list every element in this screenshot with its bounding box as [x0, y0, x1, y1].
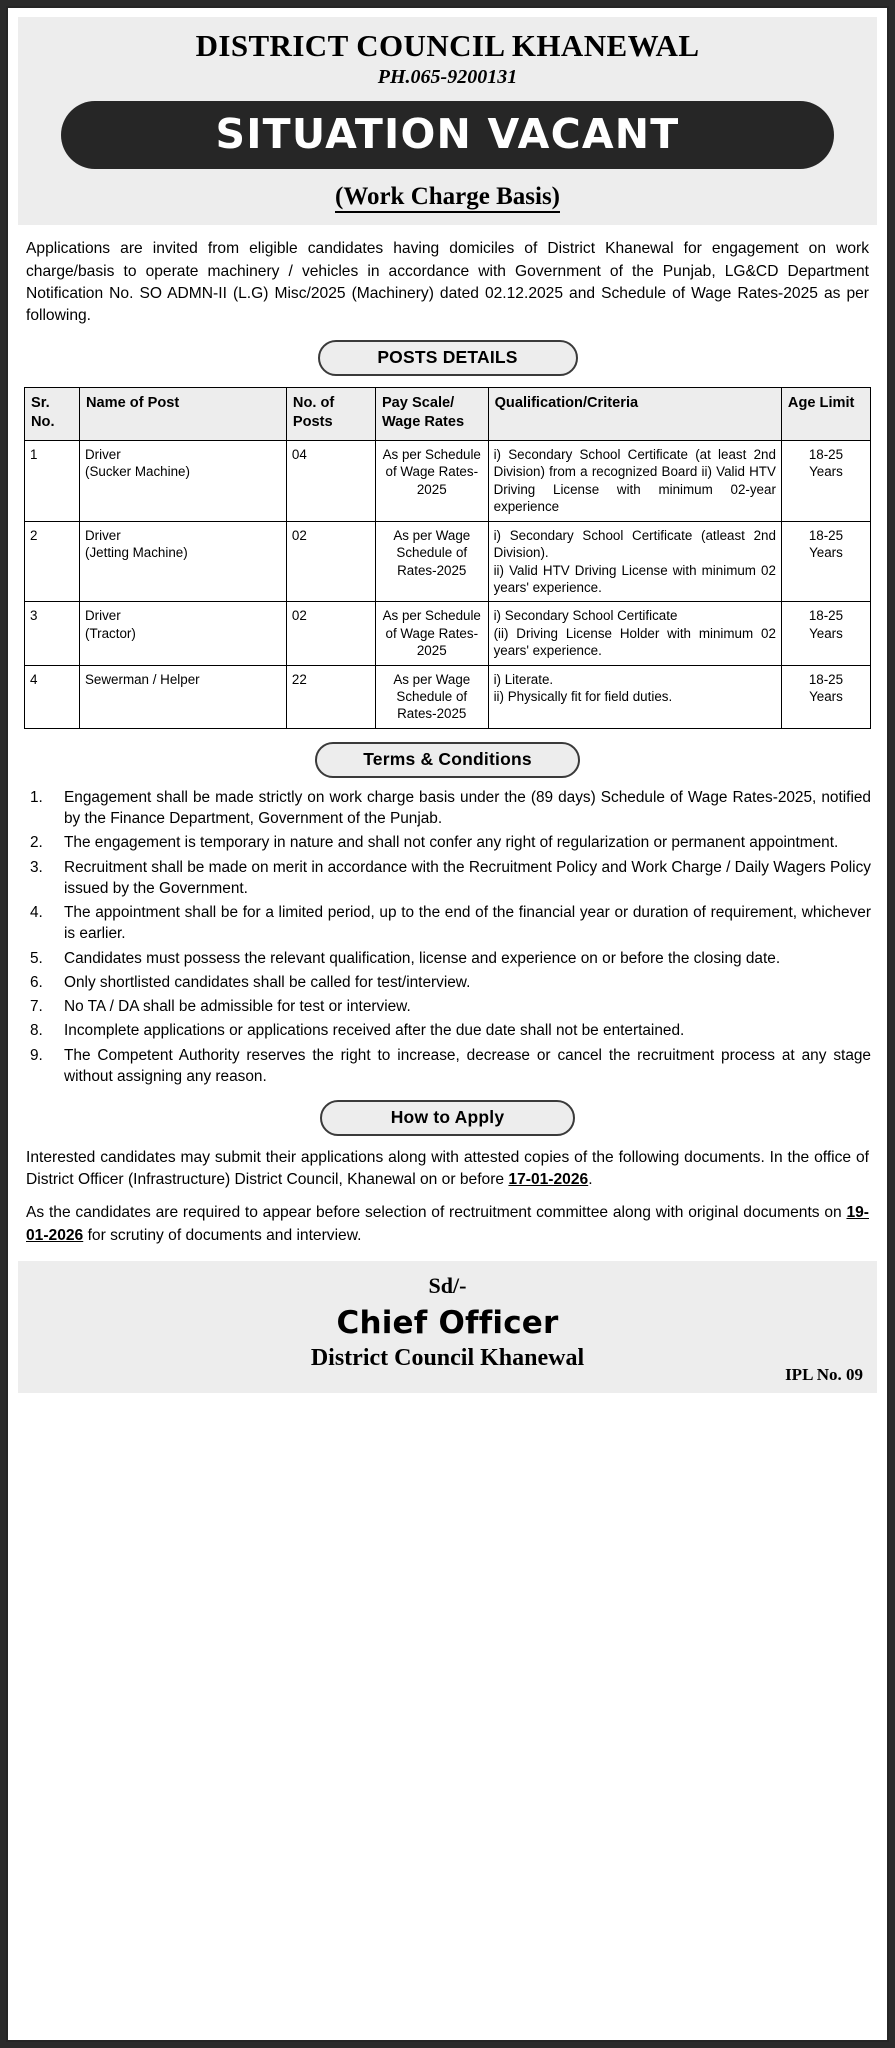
- term-text: The engagement is temporary in nature and shall not confer any right of regularization or permanent appointment.: [64, 834, 839, 852]
- term-number: 2.: [30, 834, 43, 852]
- cell-sr-no: 1: [25, 440, 80, 521]
- column-header-pay: Pay Scale/ Wage Rates: [375, 388, 488, 441]
- cell-qualification: i) Literate. ii) Physically fit for field duties.: [488, 665, 781, 728]
- cell-pay-scale: As per Schedule of Wage Rates-2025: [375, 440, 488, 521]
- interview-text-before-date: As the candidates are required to appear before selection of rectruitment committee along with original documents on: [26, 1204, 847, 1222]
- term-item: [24, 972, 871, 993]
- organization-title: DISTRICT COUNCIL KHANEWAL: [195, 28, 700, 63]
- term-number: 3.: [30, 858, 43, 876]
- cell-pay-scale: As per Schedule of Wage Rates-2025: [375, 602, 488, 665]
- organization-phone: PH.065-9200131: [377, 66, 518, 89]
- column-header-posts: No. of Posts: [286, 388, 375, 441]
- cell-pay-scale: As per Wage Schedule of Rates-2025: [375, 521, 488, 602]
- cell-post-name: Driver (Tractor): [80, 602, 287, 665]
- term-text: Incomplete applications or applications received after the due date shall not be entertained.: [64, 1022, 685, 1040]
- column-header-name: Name of Post: [80, 388, 287, 441]
- header-panel: [18, 17, 877, 225]
- term-item: [24, 857, 871, 900]
- term-item: [24, 1020, 871, 1041]
- interview-text-after-date: for scrutiny of documents and interview.: [83, 1226, 362, 1244]
- table-header-row: [25, 388, 871, 441]
- cell-qualification: i) Secondary School Certificate (atleast 2nd Division). ii) Valid HTV Driving License with minimum 02 years' experience.: [488, 521, 781, 602]
- apply-text-after-deadline: .: [588, 1171, 593, 1189]
- cell-post-name: Driver (Sucker Machine): [80, 440, 287, 521]
- terms-list: [24, 787, 871, 1087]
- intro-paragraph: Applications are invited from eligible candidates having domiciles of District Khanewal for engagement on work charge/basis to operate machinery / vehicles in accordance with Government of the Punjab, LG&CD Department Notification No. SO ADMN-II (L.G) Misc/2025 (Machinery) dated 02.12.2025 and Schedule of Wage Rates-2025 as per following.: [26, 240, 869, 324]
- term-text: No TA / DA shall be admissible for test or interview.: [64, 998, 411, 1016]
- term-text: The Competent Authority reserves the right to increase, decrease or cancel the recruitment process at any stage without assigning any reason.: [64, 1046, 871, 1085]
- cell-no-of-posts: 04: [286, 440, 375, 521]
- term-text: The appointment shall be for a limited period, up to the end of the financial year or duration of requirement, whichever is earlier.: [64, 904, 871, 943]
- posts-table-body: [25, 440, 871, 728]
- interview-date: 19-01-2026: [26, 1204, 869, 1244]
- posts-details-table: [24, 387, 871, 729]
- apply-paragraph-interview: [26, 1202, 869, 1246]
- cell-sr-no: 4: [25, 665, 80, 728]
- how-to-apply-heading: How to Apply: [320, 1100, 575, 1136]
- apply-text-before-deadline: Interested candidates may submit their applications along with attested copies of the following documents. In the office of District Officer (Infrastructure) District Council, Khanewal on or before: [26, 1149, 869, 1189]
- advertisement-page: [6, 6, 889, 2042]
- cell-age-limit: 18-25 Years: [781, 665, 870, 728]
- term-text: Candidates must possess the relevant qualification, license and experience on or before the closing date.: [64, 949, 781, 967]
- situation-vacant-banner: SITUATION VACANT: [61, 101, 834, 169]
- term-text: Recruitment shall be made on merit in accordance with the Recruitment Policy and Work Charge / Daily Wagers Policy issued by the Government.: [64, 858, 871, 897]
- cell-age-limit: 18-25 Years: [781, 440, 870, 521]
- cell-no-of-posts: 22: [286, 665, 375, 728]
- signature-label: Sd/-: [428, 1272, 467, 1298]
- table-row: [25, 602, 871, 665]
- application-deadline-date: 17-01-2026: [508, 1171, 589, 1189]
- signatory-organization: District Council Khanewal: [310, 1344, 585, 1371]
- term-number: 9.: [30, 1046, 43, 1064]
- work-charge-basis-label: (Work Charge Basis): [18, 183, 877, 211]
- cell-qualification: i) Secondary School Certificate (ii) Driving License Holder with minimum 02 years' experience.: [488, 602, 781, 665]
- table-row: [25, 521, 871, 602]
- term-item: [24, 1045, 871, 1088]
- cell-post-name: Sewerman / Helper: [80, 665, 287, 728]
- footer-panel: [18, 1261, 877, 1393]
- term-number: 8.: [30, 1022, 43, 1040]
- term-number: 1.: [30, 788, 43, 806]
- apply-paragraph-deadline: [26, 1147, 869, 1191]
- term-item: [24, 787, 871, 830]
- cell-sr-no: 3: [25, 602, 80, 665]
- cell-post-name: Driver (Jetting Machine): [80, 521, 287, 602]
- table-row: [25, 440, 871, 521]
- terms-conditions-heading: Terms & Conditions: [315, 742, 580, 778]
- cell-qualification: i) Secondary School Certificate (at least 2nd Division) from a recognized Board ii) Valid HTV Driving License with minimum 02-year experience: [488, 440, 781, 521]
- cell-age-limit: 18-25 Years: [781, 521, 870, 602]
- term-number: 4.: [30, 904, 43, 922]
- signatory-designation: Chief Officer: [336, 1304, 559, 1341]
- term-text: Engagement shall be made strictly on work charge basis under the (89 days) Schedule of Wage Rates-2025, notified by the Finance Department, Government of the Punjab.: [64, 788, 871, 828]
- column-header-qual: Qualification/Criteria: [488, 388, 781, 441]
- ipl-number: IPL No. 09: [785, 1364, 863, 1384]
- term-item: [24, 902, 871, 945]
- cell-no-of-posts: 02: [286, 521, 375, 602]
- column-header-age: Age Limit: [781, 388, 870, 441]
- cell-no-of-posts: 02: [286, 602, 375, 665]
- term-text: Only shortlisted candidates shall be called for test/interview.: [64, 973, 471, 991]
- term-number: 5.: [30, 949, 43, 967]
- term-item: [24, 996, 871, 1017]
- term-item: [24, 948, 871, 969]
- term-item: [24, 832, 871, 853]
- term-number: 6.: [30, 973, 43, 991]
- table-row: [25, 665, 871, 728]
- cell-age-limit: 18-25 Years: [781, 602, 870, 665]
- term-number: 7.: [30, 998, 43, 1016]
- cell-sr-no: 2: [25, 521, 80, 602]
- posts-details-heading: POSTS DETAILS: [318, 340, 578, 376]
- column-header-sr-no: Sr. No.: [25, 388, 80, 441]
- cell-pay-scale: As per Wage Schedule of Rates-2025: [375, 665, 488, 728]
